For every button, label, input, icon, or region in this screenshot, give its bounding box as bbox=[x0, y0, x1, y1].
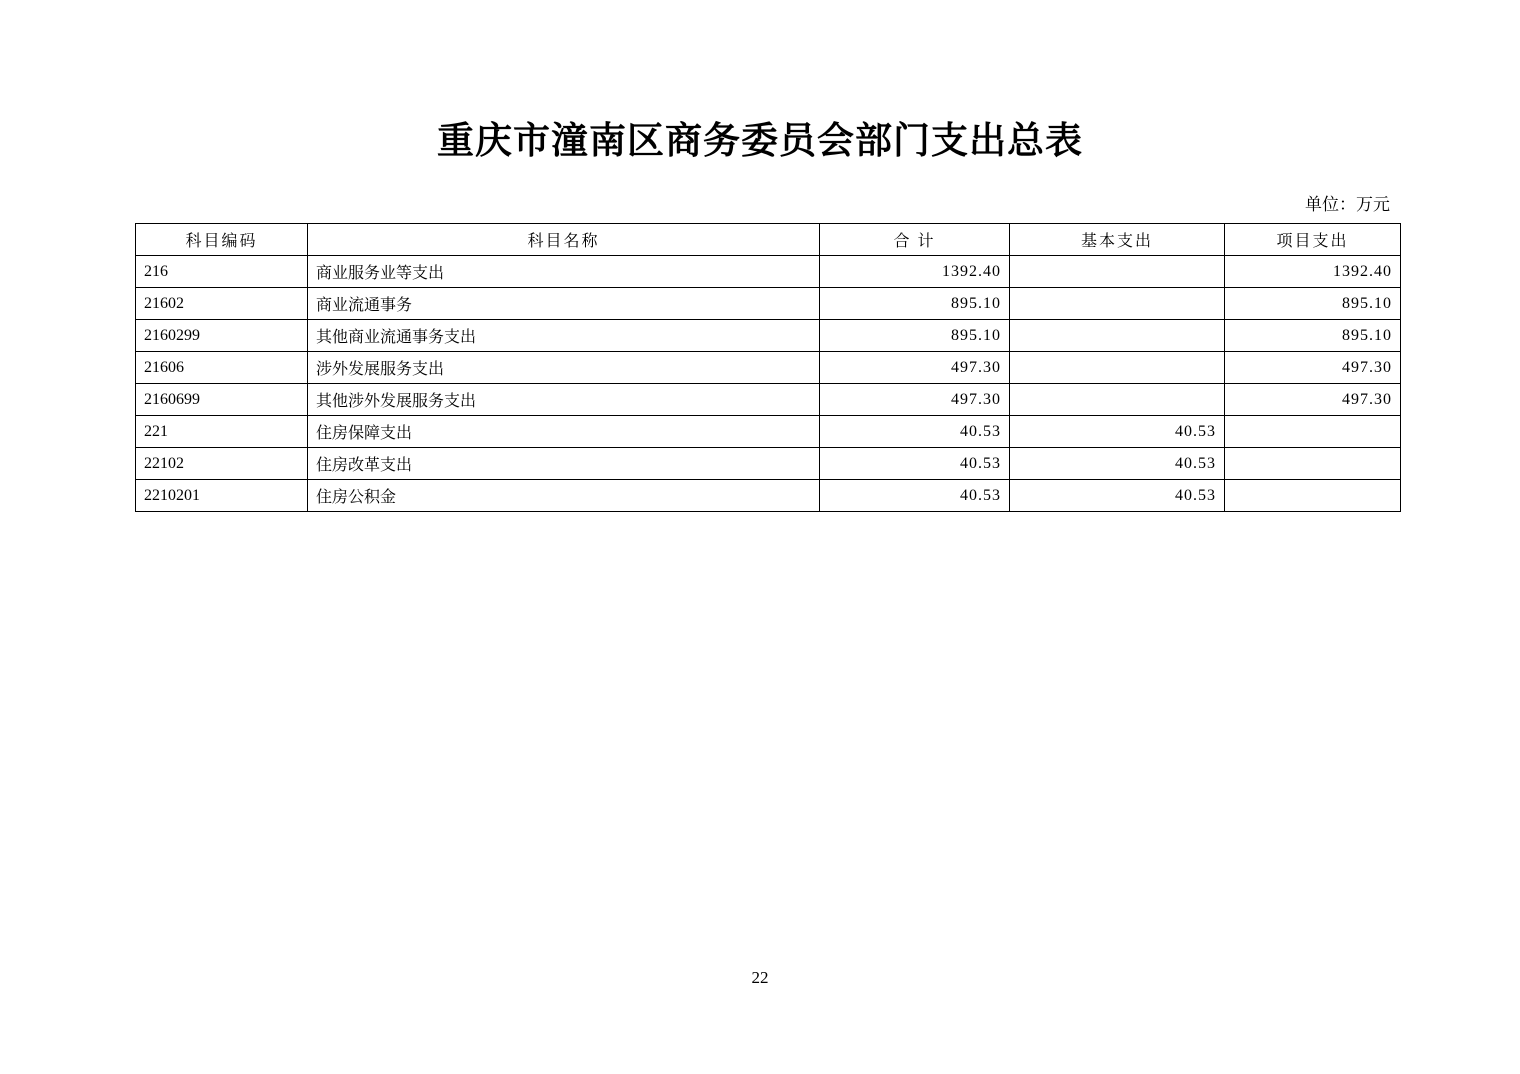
table-row bbox=[136, 288, 1401, 320]
cell-basic-expenditure: 40.53 bbox=[1010, 416, 1225, 448]
cell-subject-name: 涉外发展服务支出 bbox=[308, 352, 820, 384]
cell-total: 40.53 bbox=[820, 480, 1010, 512]
cell-project-expenditure: 1392.40 bbox=[1225, 256, 1401, 288]
cell-basic-expenditure bbox=[1010, 320, 1225, 352]
cell-project-expenditure: 895.10 bbox=[1225, 320, 1401, 352]
cell-subject-code: 2160299 bbox=[136, 320, 308, 352]
cell-subject-code: 21602 bbox=[136, 288, 308, 320]
table-row bbox=[136, 384, 1401, 416]
unit-note: 单位：万元 bbox=[1305, 195, 1390, 215]
column-header-basic: 基本支出 bbox=[1010, 224, 1225, 256]
cell-subject-name: 其他商业流通事务支出 bbox=[308, 320, 820, 352]
budget-table-container bbox=[0, 215, 1520, 512]
cell-subject-code: 2160699 bbox=[136, 384, 308, 416]
cell-project-expenditure bbox=[1225, 448, 1401, 480]
table-header-row bbox=[136, 224, 1401, 256]
table-body bbox=[136, 256, 1401, 512]
cell-total: 497.30 bbox=[820, 352, 1010, 384]
page-number: 22 bbox=[751, 968, 769, 987]
cell-project-expenditure bbox=[1225, 480, 1401, 512]
cell-basic-expenditure: 40.53 bbox=[1010, 448, 1225, 480]
cell-total: 1392.40 bbox=[820, 256, 1010, 288]
cell-project-expenditure: 497.30 bbox=[1225, 384, 1401, 416]
cell-subject-name: 住房公积金 bbox=[308, 480, 820, 512]
cell-basic-expenditure: 40.53 bbox=[1010, 480, 1225, 512]
cell-subject-code: 216 bbox=[136, 256, 308, 288]
cell-subject-name: 商业服务业等支出 bbox=[308, 256, 820, 288]
cell-subject-code: 221 bbox=[136, 416, 308, 448]
cell-basic-expenditure bbox=[1010, 352, 1225, 384]
column-header-project: 项目支出 bbox=[1225, 224, 1401, 256]
cell-basic-expenditure bbox=[1010, 256, 1225, 288]
cell-project-expenditure bbox=[1225, 416, 1401, 448]
cell-subject-name: 住房保障支出 bbox=[308, 416, 820, 448]
cell-subject-name: 商业流通事务 bbox=[308, 288, 820, 320]
table-row bbox=[136, 448, 1401, 480]
cell-project-expenditure: 895.10 bbox=[1225, 288, 1401, 320]
cell-subject-code: 21606 bbox=[136, 352, 308, 384]
cell-total: 497.30 bbox=[820, 384, 1010, 416]
cell-subject-code: 2210201 bbox=[136, 480, 308, 512]
column-header-total: 合 计 bbox=[820, 224, 1010, 256]
cell-total: 895.10 bbox=[820, 288, 1010, 320]
cell-total: 40.53 bbox=[820, 448, 1010, 480]
cell-subject-name: 其他涉外发展服务支出 bbox=[308, 384, 820, 416]
table-row bbox=[136, 256, 1401, 288]
column-header-name: 科目名称 bbox=[308, 224, 820, 256]
cell-basic-expenditure bbox=[1010, 384, 1225, 416]
cell-project-expenditure: 497.30 bbox=[1225, 352, 1401, 384]
table-row bbox=[136, 320, 1401, 352]
table-row bbox=[136, 480, 1401, 512]
cell-total: 895.10 bbox=[820, 320, 1010, 352]
table-row bbox=[136, 352, 1401, 384]
page-title: 重庆市潼南区商务委员会部门支出总表 bbox=[437, 121, 1083, 162]
cell-subject-code: 22102 bbox=[136, 448, 308, 480]
column-header-code: 科目编码 bbox=[136, 224, 308, 256]
expenditure-summary-table bbox=[135, 223, 1401, 512]
cell-subject-name: 住房改革支出 bbox=[308, 448, 820, 480]
table-row bbox=[136, 416, 1401, 448]
cell-total: 40.53 bbox=[820, 416, 1010, 448]
cell-basic-expenditure bbox=[1010, 288, 1225, 320]
